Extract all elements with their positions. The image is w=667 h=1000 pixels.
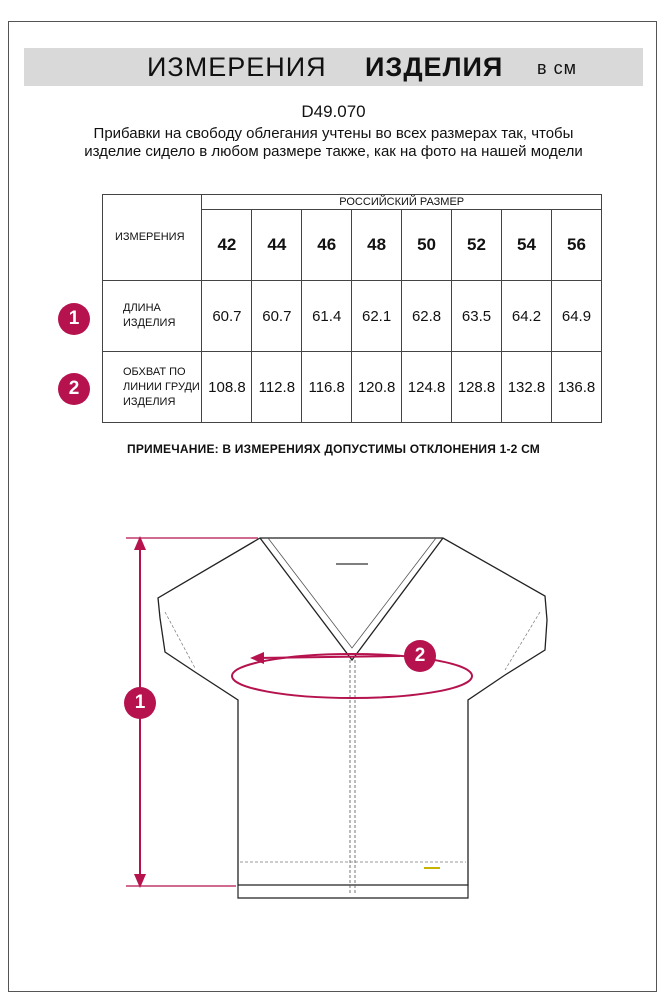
diagram-marker-2: 2: [404, 640, 436, 672]
measure-header: ИЗМЕРЕНИЯ: [103, 195, 202, 281]
value-cell: 120.8: [352, 352, 402, 423]
size-cell: 42: [202, 210, 252, 281]
intro-text: Прибавки на свободу облегания учтены во всех размерах так, чтобы изделие сидело в любом размере также, как на фото на нашей модели: [84, 125, 583, 160]
unit-label: в см: [537, 58, 577, 78]
value-cell: 62.8: [402, 281, 452, 352]
garment-diagram: [0, 520, 667, 900]
value-cell: 112.8: [252, 352, 302, 423]
table-row: [103, 281, 602, 352]
value-cell: 63.5: [452, 281, 502, 352]
value-cell: 136.8: [551, 352, 601, 423]
size-cell: 54: [501, 210, 551, 281]
row-marker-1: 1: [58, 303, 90, 335]
value-cell: 64.9: [551, 281, 601, 352]
size-cell: 56: [551, 210, 601, 281]
value-cell: 132.8: [501, 352, 551, 423]
value-cell: 108.8: [202, 352, 252, 423]
row-marker-2: 2: [58, 373, 90, 405]
size-cell: 48: [352, 210, 402, 281]
value-cell: 61.4: [302, 281, 352, 352]
title-part1: ИЗМЕРЕНИЯ: [147, 52, 327, 82]
garment-outline: [158, 538, 547, 885]
value-cell: 60.7: [202, 281, 252, 352]
value-cell: 116.8: [302, 352, 352, 423]
tolerance-note: ПРИМЕЧАНИЕ: В ИЗМЕРЕНИЯХ ДОПУСТИМЫ ОТКЛОНЕНИЯ 1-2 СМ: [127, 442, 540, 456]
size-cell: 50: [402, 210, 452, 281]
value-cell: 62.1: [352, 281, 402, 352]
size-group-header: РОССИЙСКИЙ РАЗМЕР: [202, 195, 602, 210]
value-cell: 60.7: [252, 281, 302, 352]
value-cell: 64.2: [501, 281, 551, 352]
size-table: [102, 194, 602, 423]
value-cell: 128.8: [452, 352, 502, 423]
row-label-chest: ОБХВАТ ПО ЛИНИИ ГРУДИ ИЗДЕЛИЯ: [103, 352, 202, 423]
size-cell: 52: [452, 210, 502, 281]
title-part2: ИЗДЕЛИЯ: [365, 52, 504, 82]
size-cell: 44: [252, 210, 302, 281]
value-cell: 124.8: [402, 352, 452, 423]
diagram-marker-1: 1: [124, 687, 156, 719]
product-code: D49.070: [301, 102, 366, 121]
table-row: [103, 352, 602, 423]
size-cell: 46: [302, 210, 352, 281]
row-label-length: ДЛИНА ИЗДЕЛИЯ: [103, 281, 202, 352]
